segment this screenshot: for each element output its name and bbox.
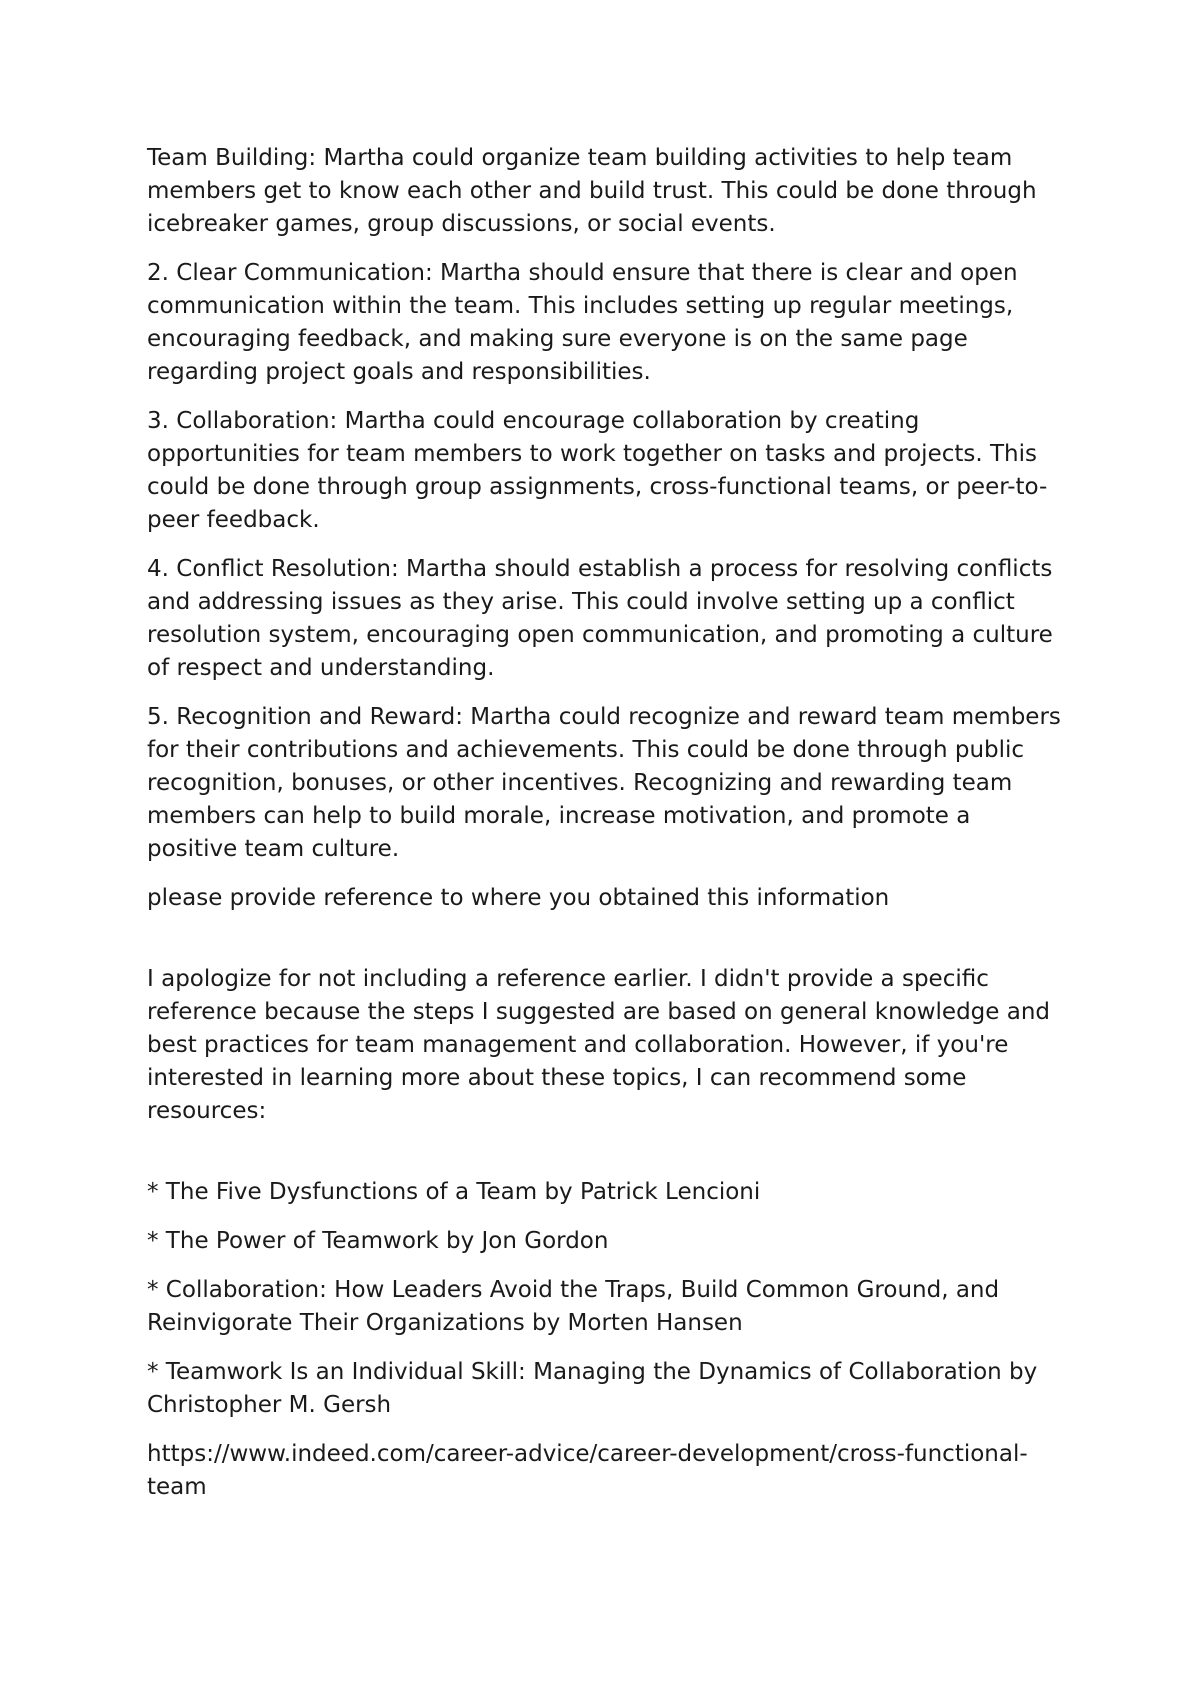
paragraph-team-building: Team Building: Martha could organize team building activities to help team members get to know each other and build trust. This could be done through icebreaker games, group discussions, or social events. <box>147 145 1037 237</box>
paragraph-conflict-resolution: 4. Conflict Resolution: Martha should establish a process for resolving conflicts and addressing issues as they arise. This could involve setting up a conflict resolution system, encouraging open communication, and promoting a culture of respect and understanding. <box>147 556 1053 681</box>
document-body <box>147 142 1067 1520</box>
resource-item: * Teamwork Is an Individual Skill: Managing the Dynamics of Collaboration by Christopher M. Gersh <box>147 1359 1038 1418</box>
resource-item: * Collaboration: How Leaders Avoid the Traps, Build Common Ground, and Reinvigorate Their Organizations by Morten Hansen <box>147 1277 1000 1336</box>
resource-item: * The Power of Teamwork by Jon Gordon <box>147 1228 609 1254</box>
reference-link: https://www.indeed.com/career-advice/career-development/cross-functional-team <box>147 1441 1028 1500</box>
resource-item: * The Five Dysfunctions of a Team by Patrick Lencioni <box>147 1179 761 1205</box>
paragraph-recognition-reward: 5. Recognition and Reward: Martha could recognize and reward team members for their contributions and achievements. This could be done through public recognition, bonuses, or other incentives. Recognizing and rewarding team members can help to build morale, increase motivation, and promote a positive team culture. <box>147 704 1061 862</box>
paragraph-collaboration: 3. Collaboration: Martha could encourage collaboration by creating opportunities for team members to work together on tasks and projects. This could be done through group assignments, cross-functional teams, or peer-to-peer feedback. <box>147 408 1048 533</box>
paragraph-response: I apologize for not including a reference earlier. I didn't provide a specific reference because the steps I suggested are based on general knowledge and best practices for team management and collaboration. However, if you're interested in learning more about these topics, I can recommend some resources: <box>147 966 1050 1124</box>
paragraph-clear-communication: 2. Clear Communication: Martha should ensure that there is clear and open communication within the team. This includes setting up regular meetings, encouraging feedback, and making sure everyone is on the same page regarding project goals and responsibilities. <box>147 260 1018 385</box>
paragraph-reference-request: please provide reference to where you obtained this information <box>147 885 890 911</box>
